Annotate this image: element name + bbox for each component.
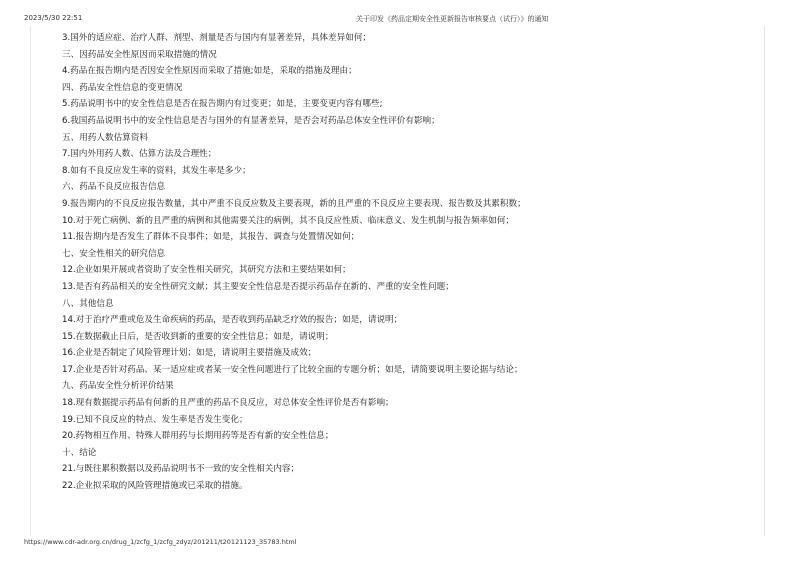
document-line: 10.对于死亡病例、新的且严重的病例和其他需要关注的病例，其不良反应性质、临床意义、发生机制与报告频率如何； (62, 215, 514, 226)
document-line: 六、药品不良反应报告信息 (62, 182, 166, 193)
document-line: 17.企业是否针对药品、某一适应症或者某一安全性问题进行了比较全面的专题分析；如是，请简要说明主要论据与结论； (62, 364, 523, 375)
document-line: 5.药品说明书中的安全性信息是否在报告期内有过变更；如是，主要变更内容有哪些; (62, 99, 383, 110)
document-line: 21.与既往累积数据以及药品说明书不一致的安全性相关内容； (62, 464, 300, 475)
document-line: 四、药品安全性信息的变更情况 (62, 82, 183, 93)
document-line: 18.现有数据提示药品有何新的且严重的药品不良反应，对总体安全性评价是否有影响； (62, 398, 394, 409)
document-line: 9.报告期内的不良反应报告数量，其中严重不良反应数及主要表现，新的且严重的不良反应主要表现、报告数及其累积数； (62, 198, 526, 209)
print-datetime: 2023/5/30 22:51 (24, 14, 83, 22)
document-body (62, 30, 722, 495)
print-header (24, 14, 769, 26)
document-line: 三、因药品安全性原因而采取措施的情况 (62, 49, 217, 60)
document-line: 4.药品在报告期内是否因安全性原因而采取了措施;如是，采取的措施及理由； (62, 66, 357, 77)
document-line: 11.报告期内是否发生了群体不良事件；如是，其报告、调查与处置情况如何； (62, 232, 360, 243)
document-line: 22.企业拟采取的风险管理措施或已采取的措施。 (62, 481, 248, 492)
document-line: 19.已知不良反应的特点、发生率是否发生变化； (62, 414, 248, 425)
document-line: 12.企业如果开展或者资助了安全性相关研究，其研究方法和主要结果如何； (62, 265, 351, 276)
document-line: 20.药物相互作用、特殊人群用药与长期用药等是否有新的安全性信息； (62, 431, 334, 442)
page-url: https://www.cdr-adr.org.cn/drug_1/zcfg_1/zcfg_zdyz/201211/t20121123_35783.html (24, 538, 297, 546)
document-line: 13.是否有药品相关的安全性研究文献；其主要安全性信息是否提示药品存在新的、严重的安全性问题； (62, 281, 454, 292)
document-line: 3.国外的适应症、治疗人群、剂型、剂量是否与国内有显著差异，具体差异如何； (62, 33, 371, 43)
document-line: 九、药品安全性分析评价结果 (62, 381, 174, 392)
document-line: 15.在数据截止日后，是否收到新的重要的安全性信息；如是，请说明； (62, 331, 334, 342)
document-line: 7.国内外用药人数、估算方法及合理性； (62, 149, 217, 160)
document-line: 8.如有不良反应发生率的资料，其发生率是多少； (62, 165, 251, 176)
document-line: 14.对于治疗严重或危及生命疾病的药品，是否收到药品缺乏疗效的报告；如是，请说明； (62, 315, 403, 326)
document-line: 6.我国药品说明书中的安全性信息是否与国外的有显著差异，是否会对药品总体安全性评价有影响； (62, 115, 440, 126)
document-line: 八、其他信息 (62, 298, 114, 309)
document-line: 16.企业是否制定了风险管理计划；如是，请说明主要措施及成效； (62, 348, 317, 359)
document-title: 关于印发《药品定期安全性更新报告审核要点（试行）》的通知 (356, 15, 549, 23)
document-line: 十、结论 (62, 447, 97, 458)
document-line: 七、安全性相关的研究信息 (62, 248, 166, 259)
document-line: 五、用药人数估算资料 (62, 132, 148, 143)
